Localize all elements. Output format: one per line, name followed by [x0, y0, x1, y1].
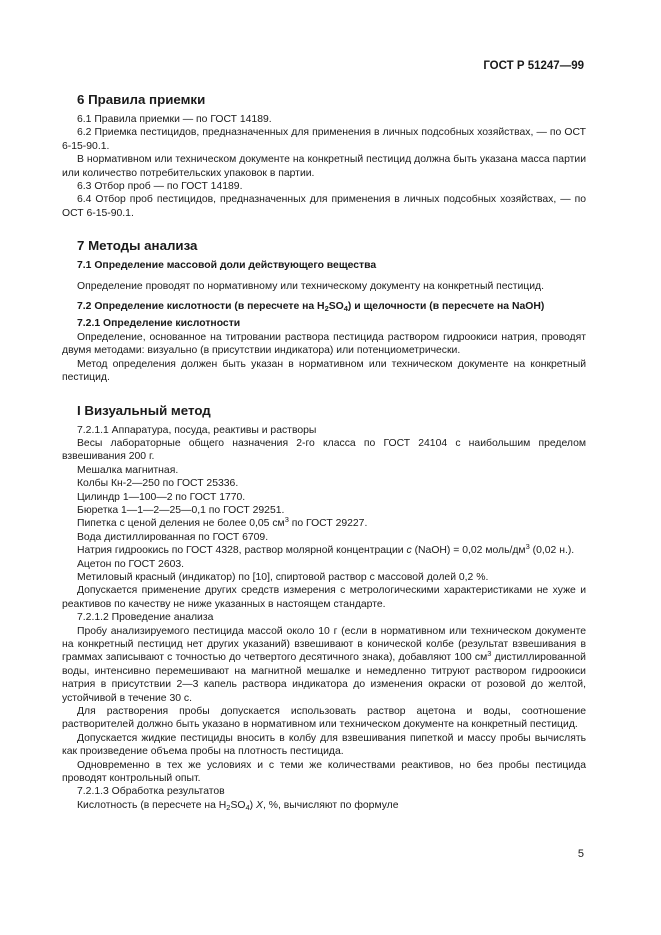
paragraph: Пробу анализируемого пестицида массой около 10 г (если в нормативном или техническом документе на конкретный пестицид нет других указаний) взвешивают в конической колбе (результат взвешивания в граммах записывают с точностью до четвертого десятичного знака), добавляют 100 $см^3$ дистиллированной воды, интенсивно перемешивают на магнитной мешалке и немедленно титруют раствором гидроокиси натрия в присутствии 2—3 капель раствора индикатора до изменения окраски от розовой до желтой, устойчивой в течение 30 с.: [62, 625, 586, 704]
paragraph: Определение, основанное на титровании раствора пестицида раствором гидроокиси натрия, проводят двумя методами: визуально (в присутствии индикатора) или потенциометрически.: [62, 331, 586, 357]
paragraph: Цилиндр 1—100—2 по ГОСТ 1770.: [77, 491, 246, 503]
document-header: ГОСТ Р 51247—99: [483, 60, 584, 72]
paragraph: Натрия гидроокись по ГОСТ 4328, раствор молярной концентрации c (NaOH) = 0,02 моль/$дм^3$ (0,02 н.).: [77, 542, 575, 557]
subsection-7-1-title: 7.1 Определение массовой доли действующего вещества: [77, 260, 377, 272]
subsection-7-2-1-title: 7.2.1 Определение кислотности: [77, 318, 241, 330]
paragraph: Метод определения должен быть указан в нормативном или техническом документе на конкретный пестицид.: [62, 358, 586, 384]
paragraph: 6.3 Отбор проб — по ГОСТ 14189.: [77, 181, 243, 193]
section-6-title: 6 Правила приемки: [77, 92, 206, 107]
paragraph: Мешалка магнитная.: [77, 464, 179, 476]
paragraph: 6.2 Приемка пестицидов, предназначенных для применения в личных подсобных хозяйствах, — по ОСТ 6-15-90.1.: [62, 127, 586, 152]
paragraph: Бюретка 1—1—2—25—0,1 по ГОСТ 29251.: [77, 504, 285, 516]
page-number: 5: [577, 848, 584, 860]
paragraph: Для растворения пробы допускается использовать раствор ацетона и воды, соотношение растворителей должно быть указано в нормативном или техническом документе на конкретный пестицид.: [62, 706, 586, 731]
paragraph: Колбы Кн-2—250 по ГОСТ 25336.: [77, 478, 239, 490]
paragraph: 7.2.1.2 Проведение анализа: [77, 612, 214, 624]
paragraph: Вода дистиллированная по ГОСТ 6709.: [77, 531, 269, 543]
visual-method-title: I Визуальный метод: [77, 402, 211, 418]
paragraph: Кислотность (в пересчете на $H_2SO_4$) X, %, вычисляют по формуле: [77, 799, 399, 812]
paragraph: 6.1 Правила приемки — по ГОСТ 14189.: [77, 114, 272, 125]
paragraph: 7.2.1.3 Обработка результатов: [77, 786, 225, 798]
paragraph: Одновременно в тех же условиях и с теми же количествами реактивов, но без пробы пестицида проводят контрольный опыт.: [62, 759, 586, 785]
section-7-title: 7 Методы анализа: [77, 238, 198, 254]
paragraph: 7.2.1.1 Аппаратура, посуда, реактивы и растворы: [77, 424, 317, 436]
paragraph: В нормативном или техническом документе на конкретный пестицид должна быть указана масса партии или количество потребительских упаковок в партии.: [62, 154, 586, 179]
paragraph: Метиловый красный (индикатор) по [10], спиртовой раствор с массовой долей 0,2 %.: [77, 571, 489, 583]
paragraph: Допускается жидкие пестициды вносить в колбу для взвешивания пипеткой и массу пробы вычислять как произведение объема пробы на плотность пестицида.: [62, 732, 586, 758]
paragraph: Пипетка с ценой деления не более 0,05 $см^3$ по ГОСТ 29227.: [77, 515, 368, 530]
paragraph: 6.4 Отбор проб пестицидов, предназначенных для применения в личных подсобных хозяйствах, — по ОСТ 6-15-90.1.: [62, 194, 586, 219]
paragraph: Весы лабораторные общего назначения 2-го класса по ГОСТ 24104 с наибольшим пределом взвешивания 200 г.: [62, 437, 586, 463]
page-content: [62, 91, 586, 812]
paragraph: Определение проводят по нормативному или техническому документу на конкретный пестицид.: [77, 280, 545, 292]
subsection-7-2-title: 7.2 Определение кислотности (в пересчете на $H_2SO_4$) и щелочности (в пересчете на NaOH): [77, 301, 545, 314]
paragraph: Допускается применение других средств измерения с метрологическими характеристиками не хуже и реактивов по качеству не ниже указанных в настоящем стандарте.: [62, 585, 586, 610]
paragraph: Ацетон по ГОСТ 2603.: [77, 558, 185, 570]
